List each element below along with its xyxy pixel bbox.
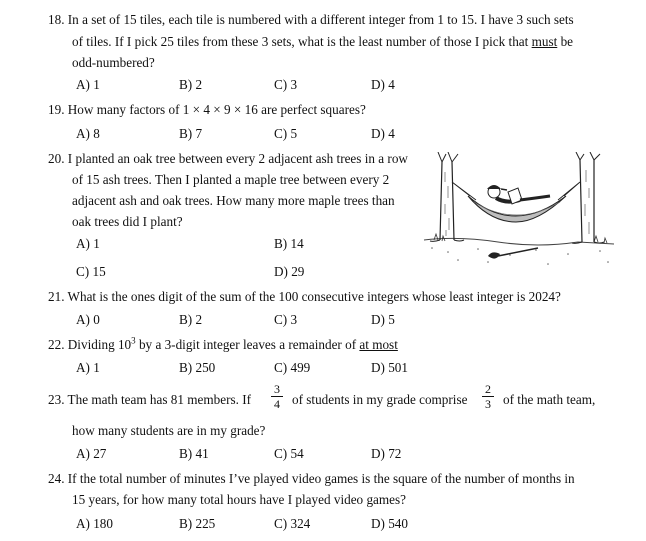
- q20-line4: oak trees did I plant?: [72, 214, 183, 229]
- q22-option-d[interactable]: D) 501: [371, 360, 408, 375]
- q19-line1: 19. How many factors of 1 × 4 × 9 × 16 are perfect squares?: [48, 102, 366, 117]
- q18-line2: [72, 34, 573, 50]
- q24-option-a[interactable]: A) 180: [76, 516, 113, 531]
- q18-must: must: [531, 34, 558, 49]
- q23-part3: of the math team,: [503, 392, 596, 407]
- q22-line1-pre: 22. Dividing 10: [48, 337, 132, 352]
- q24-line1: 24. If the total number of minutes I’ve played video games is the square of the number of months in: [48, 471, 575, 486]
- q21-option-d[interactable]: D) 5: [371, 312, 395, 327]
- q23-frac1-num: 3: [271, 383, 283, 397]
- q19-option-a[interactable]: A) 8: [76, 126, 100, 141]
- q19-option-b[interactable]: B) 7: [179, 126, 203, 141]
- q20-option-d[interactable]: D) 29: [274, 264, 305, 279]
- q22-option-c[interactable]: C) 499: [274, 360, 311, 375]
- q23-fraction-2: [482, 383, 494, 410]
- q20-option-a[interactable]: A) 1: [76, 236, 100, 251]
- q22-line1-mid: by a 3-digit integer leaves a remainder of: [135, 337, 360, 352]
- q18-line2-pre: of tiles. If I pick 25 tiles from these 3 sets, what is the least number of those I pick that: [72, 34, 532, 49]
- q22-exponent: 3: [131, 335, 136, 346]
- q23-fraction-1: [271, 383, 283, 410]
- q23-option-b[interactable]: B) 41: [179, 446, 209, 461]
- q24-option-b[interactable]: B) 225: [179, 516, 216, 531]
- q23-part2: of students in my grade comprise: [292, 392, 468, 407]
- q24-line2: 15 years, for how many total hours have I played video games?: [72, 492, 406, 507]
- q24-option-d[interactable]: D) 540: [371, 516, 408, 531]
- q23-option-c[interactable]: C) 54: [274, 446, 304, 461]
- q23-option-d[interactable]: D) 72: [371, 446, 402, 461]
- q22-option-b[interactable]: B) 250: [179, 360, 216, 375]
- q20-line3: adjacent ash and oak trees. How many more maple trees than: [72, 193, 395, 208]
- q21-option-c[interactable]: C) 3: [274, 312, 298, 327]
- q22-line1: [48, 337, 398, 353]
- q20-option-b[interactable]: B) 14: [274, 236, 304, 251]
- q18-line1: 18. In a set of 15 tiles, each tile is numbered with a different integer from 1 to 15. I have 3 such sets: [48, 12, 574, 27]
- q20-line1: 20. I planted an oak tree between every 2 adjacent ash trees in a row: [48, 151, 408, 166]
- q18-option-a[interactable]: A) 1: [76, 77, 100, 92]
- q18-option-d[interactable]: D) 4: [371, 77, 395, 92]
- q19-option-c[interactable]: C) 5: [274, 126, 298, 141]
- q23-option-a[interactable]: A) 27: [76, 446, 107, 461]
- q19-option-d[interactable]: D) 4: [371, 126, 395, 141]
- q18-option-b[interactable]: B) 2: [179, 77, 203, 92]
- q22-option-a[interactable]: A) 1: [76, 360, 100, 375]
- q21-option-a[interactable]: A) 0: [76, 312, 100, 327]
- hammock-reader-illustration: [418, 152, 618, 272]
- q20-line2: of 15 ash trees. Then I planted a maple tree between every 2: [72, 172, 390, 187]
- q23-line2: how many students are in my grade?: [72, 423, 266, 438]
- q18-line3: odd-numbered?: [72, 55, 155, 70]
- q18-option-c[interactable]: C) 3: [274, 77, 298, 92]
- q23-frac2-den: 3: [485, 397, 491, 411]
- q23-part1: 23. The math team has 81 members. If: [48, 392, 252, 407]
- q18-line2-post: be: [557, 34, 574, 49]
- q21-line1: 21. What is the ones digit of the sum of the 100 consecutive integers whose least integer is 2024?: [48, 289, 561, 304]
- q23-frac2-num: 2: [482, 383, 494, 397]
- q20-option-c[interactable]: C) 15: [76, 264, 106, 279]
- q22-at-most: at most: [359, 337, 398, 352]
- q23-frac1-den: 4: [274, 397, 280, 411]
- q21-option-b[interactable]: B) 2: [179, 312, 203, 327]
- q24-option-c[interactable]: C) 324: [274, 516, 311, 531]
